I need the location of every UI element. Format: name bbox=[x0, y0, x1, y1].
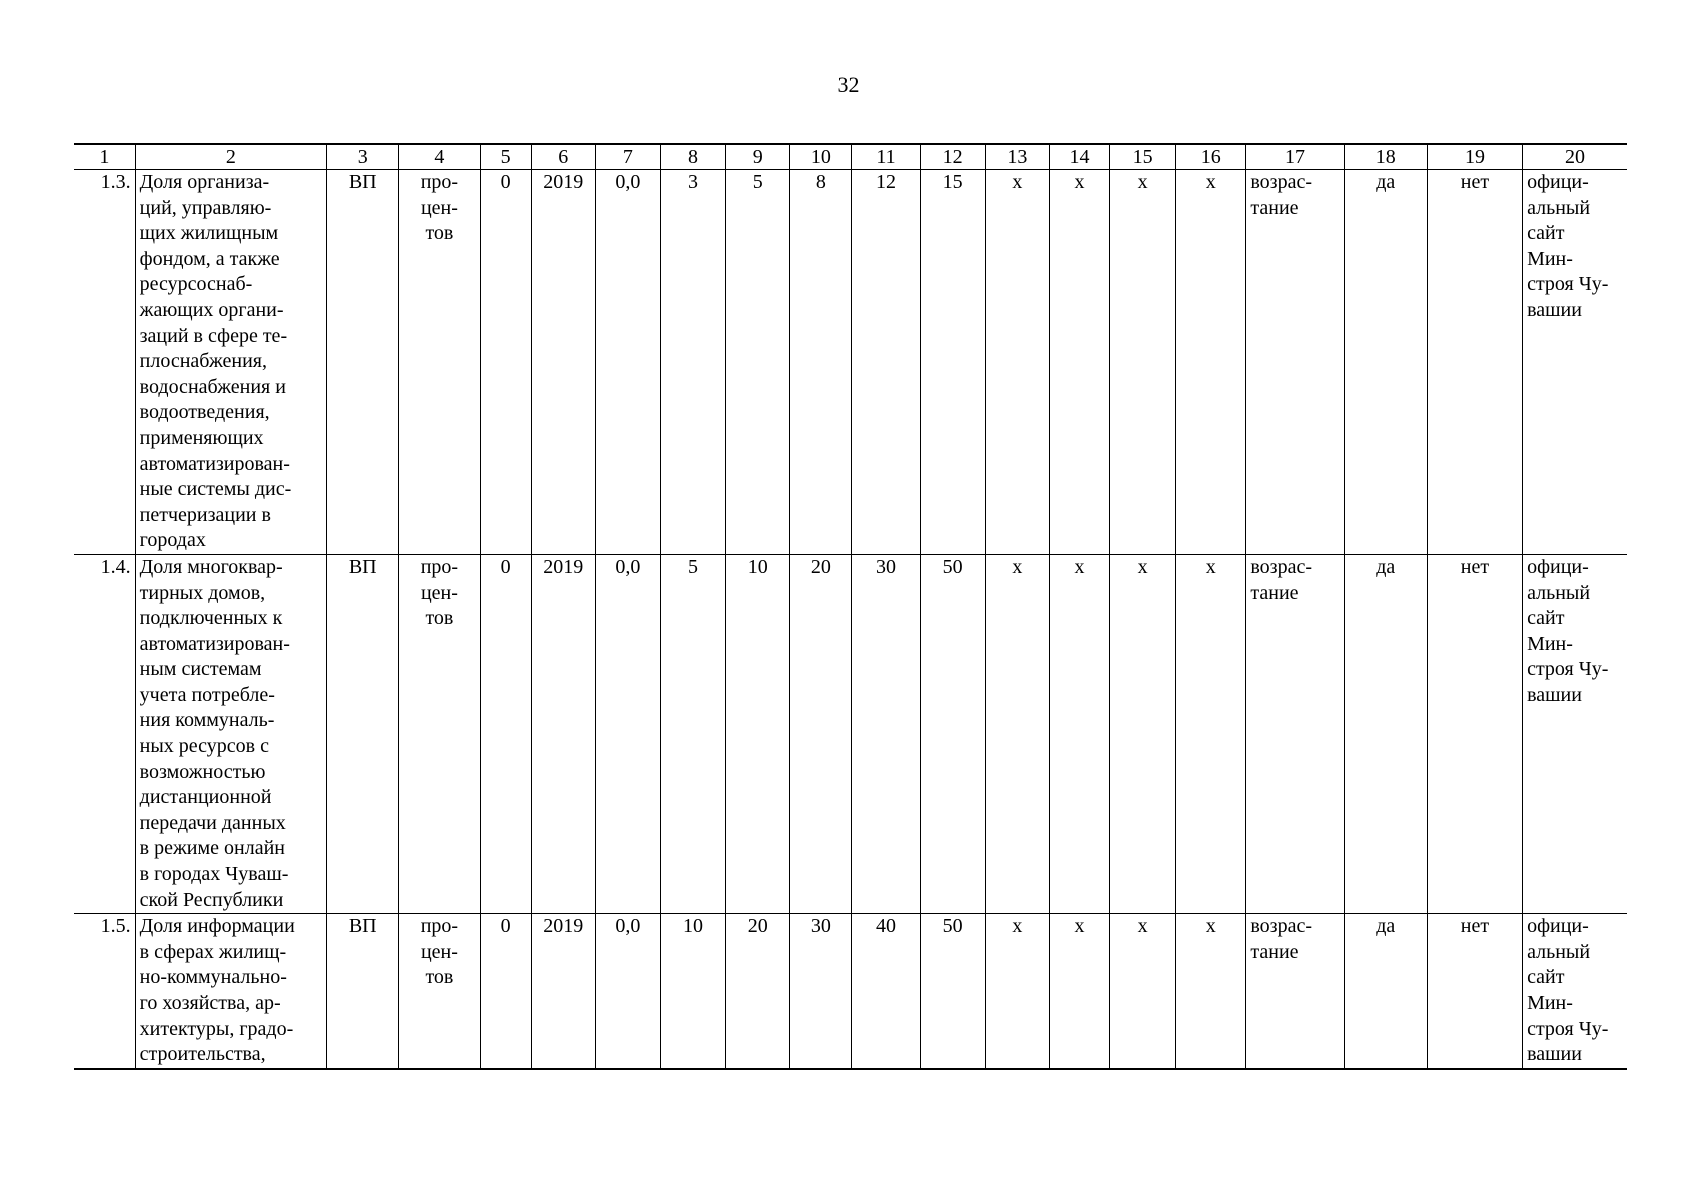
cell: 50 bbox=[920, 914, 985, 1069]
row-number: 1.5. bbox=[74, 914, 135, 1069]
cell: х bbox=[985, 914, 1049, 1069]
cell: 2019 bbox=[531, 914, 595, 1069]
source: офици- альный сайт Мин- строя Чу- вашии bbox=[1523, 170, 1627, 555]
cell: 3 bbox=[660, 170, 725, 555]
cell: 5 bbox=[726, 170, 790, 555]
cell: х bbox=[985, 170, 1049, 555]
cell: 0,0 bbox=[595, 170, 660, 555]
cell: 10 bbox=[726, 554, 790, 913]
trend: возрас- тание bbox=[1246, 170, 1344, 555]
cell: 15 bbox=[920, 170, 985, 555]
cell: х bbox=[985, 554, 1049, 913]
column-header: 8 bbox=[660, 144, 725, 170]
column-header: 1 bbox=[74, 144, 135, 170]
cell: 20 bbox=[726, 914, 790, 1069]
cell: нет bbox=[1427, 170, 1522, 555]
cell: х bbox=[1049, 554, 1109, 913]
cell: нет bbox=[1427, 554, 1522, 913]
cell: 0 bbox=[480, 914, 531, 1069]
cell: да bbox=[1344, 170, 1427, 555]
indicator-name: Доля организа- ций, управляю- щих жилищным фондом, а также ресурсоснаб- жающих органи- заций в сфере те- плоснабжения, водоснабжения и водоотведения, применяющих автоматизирован- ные системы дис- петчеризации в городах bbox=[135, 170, 326, 555]
source: офици- альный сайт Мин- строя Чу- вашии bbox=[1523, 914, 1627, 1069]
column-header: 12 bbox=[920, 144, 985, 170]
cell: х bbox=[1176, 170, 1246, 555]
column-header: 16 bbox=[1176, 144, 1246, 170]
cell: 8 bbox=[790, 170, 852, 555]
indicator-name: Доля информации в сферах жилищ- но-коммунально- го хозяйства, ар- хитектуры, градо- строительства, bbox=[135, 914, 326, 1069]
column-header: 5 bbox=[480, 144, 531, 170]
column-header: 2 bbox=[135, 144, 326, 170]
source: офици- альный сайт Мин- строя Чу- вашии bbox=[1523, 554, 1627, 913]
cell: 0 bbox=[480, 554, 531, 913]
unit: про- цен- тов bbox=[399, 170, 480, 555]
unit: про- цен- тов bbox=[399, 554, 480, 913]
header-row bbox=[74, 144, 1627, 170]
cell: 12 bbox=[852, 170, 920, 555]
column-header: 20 bbox=[1523, 144, 1627, 170]
cell: нет bbox=[1427, 914, 1522, 1069]
cell: 20 bbox=[790, 554, 852, 913]
cell: 30 bbox=[790, 914, 852, 1069]
page-number: 32 bbox=[837, 72, 860, 97]
cell: 2019 bbox=[531, 170, 595, 555]
cell: х bbox=[1110, 554, 1176, 913]
indicator-name: Доля многоквар- тирных домов, подключенных к автоматизирован- ным системам учета потребле- ния коммуналь- ных ресурсов с возможностью дистанционной передачи данных в режиме онлайн в городах Чуваш- ской Республики bbox=[135, 554, 326, 913]
cell: 0,0 bbox=[595, 554, 660, 913]
cell: х bbox=[1110, 170, 1176, 555]
trend: возрас- тание bbox=[1246, 554, 1344, 913]
cell: х bbox=[1049, 170, 1109, 555]
cell: да bbox=[1344, 554, 1427, 913]
cell: 30 bbox=[852, 554, 920, 913]
cell: х bbox=[1110, 914, 1176, 1069]
indicator-type: ВП bbox=[327, 170, 399, 555]
column-header: 18 bbox=[1344, 144, 1427, 170]
indicators-table bbox=[74, 143, 1627, 1070]
column-header: 15 bbox=[1110, 144, 1176, 170]
column-header: 13 bbox=[985, 144, 1049, 170]
cell: 2019 bbox=[531, 554, 595, 913]
cell: 5 bbox=[660, 554, 725, 913]
column-header: 7 bbox=[595, 144, 660, 170]
column-header: 4 bbox=[399, 144, 480, 170]
indicator-type: ВП bbox=[327, 914, 399, 1069]
cell: 0 bbox=[480, 170, 531, 555]
indicator-type: ВП bbox=[327, 554, 399, 913]
column-header: 6 bbox=[531, 144, 595, 170]
row-number: 1.4. bbox=[74, 554, 135, 913]
column-header: 17 bbox=[1246, 144, 1344, 170]
cell: да bbox=[1344, 914, 1427, 1069]
cell: 50 bbox=[920, 554, 985, 913]
table-row bbox=[74, 170, 1627, 555]
cell: х bbox=[1176, 554, 1246, 913]
unit: про- цен- тов bbox=[399, 914, 480, 1069]
row-number: 1.3. bbox=[74, 170, 135, 555]
column-header: 14 bbox=[1049, 144, 1109, 170]
table-row bbox=[74, 554, 1627, 913]
cell: 0,0 bbox=[595, 914, 660, 1069]
column-header: 3 bbox=[327, 144, 399, 170]
cell: 10 bbox=[660, 914, 725, 1069]
column-header: 19 bbox=[1427, 144, 1522, 170]
cell: х bbox=[1176, 914, 1246, 1069]
column-header: 9 bbox=[726, 144, 790, 170]
column-header: 11 bbox=[852, 144, 920, 170]
cell: х bbox=[1049, 914, 1109, 1069]
column-header: 10 bbox=[790, 144, 852, 170]
cell: 40 bbox=[852, 914, 920, 1069]
trend: возрас- тание bbox=[1246, 914, 1344, 1069]
table-row bbox=[74, 914, 1627, 1069]
